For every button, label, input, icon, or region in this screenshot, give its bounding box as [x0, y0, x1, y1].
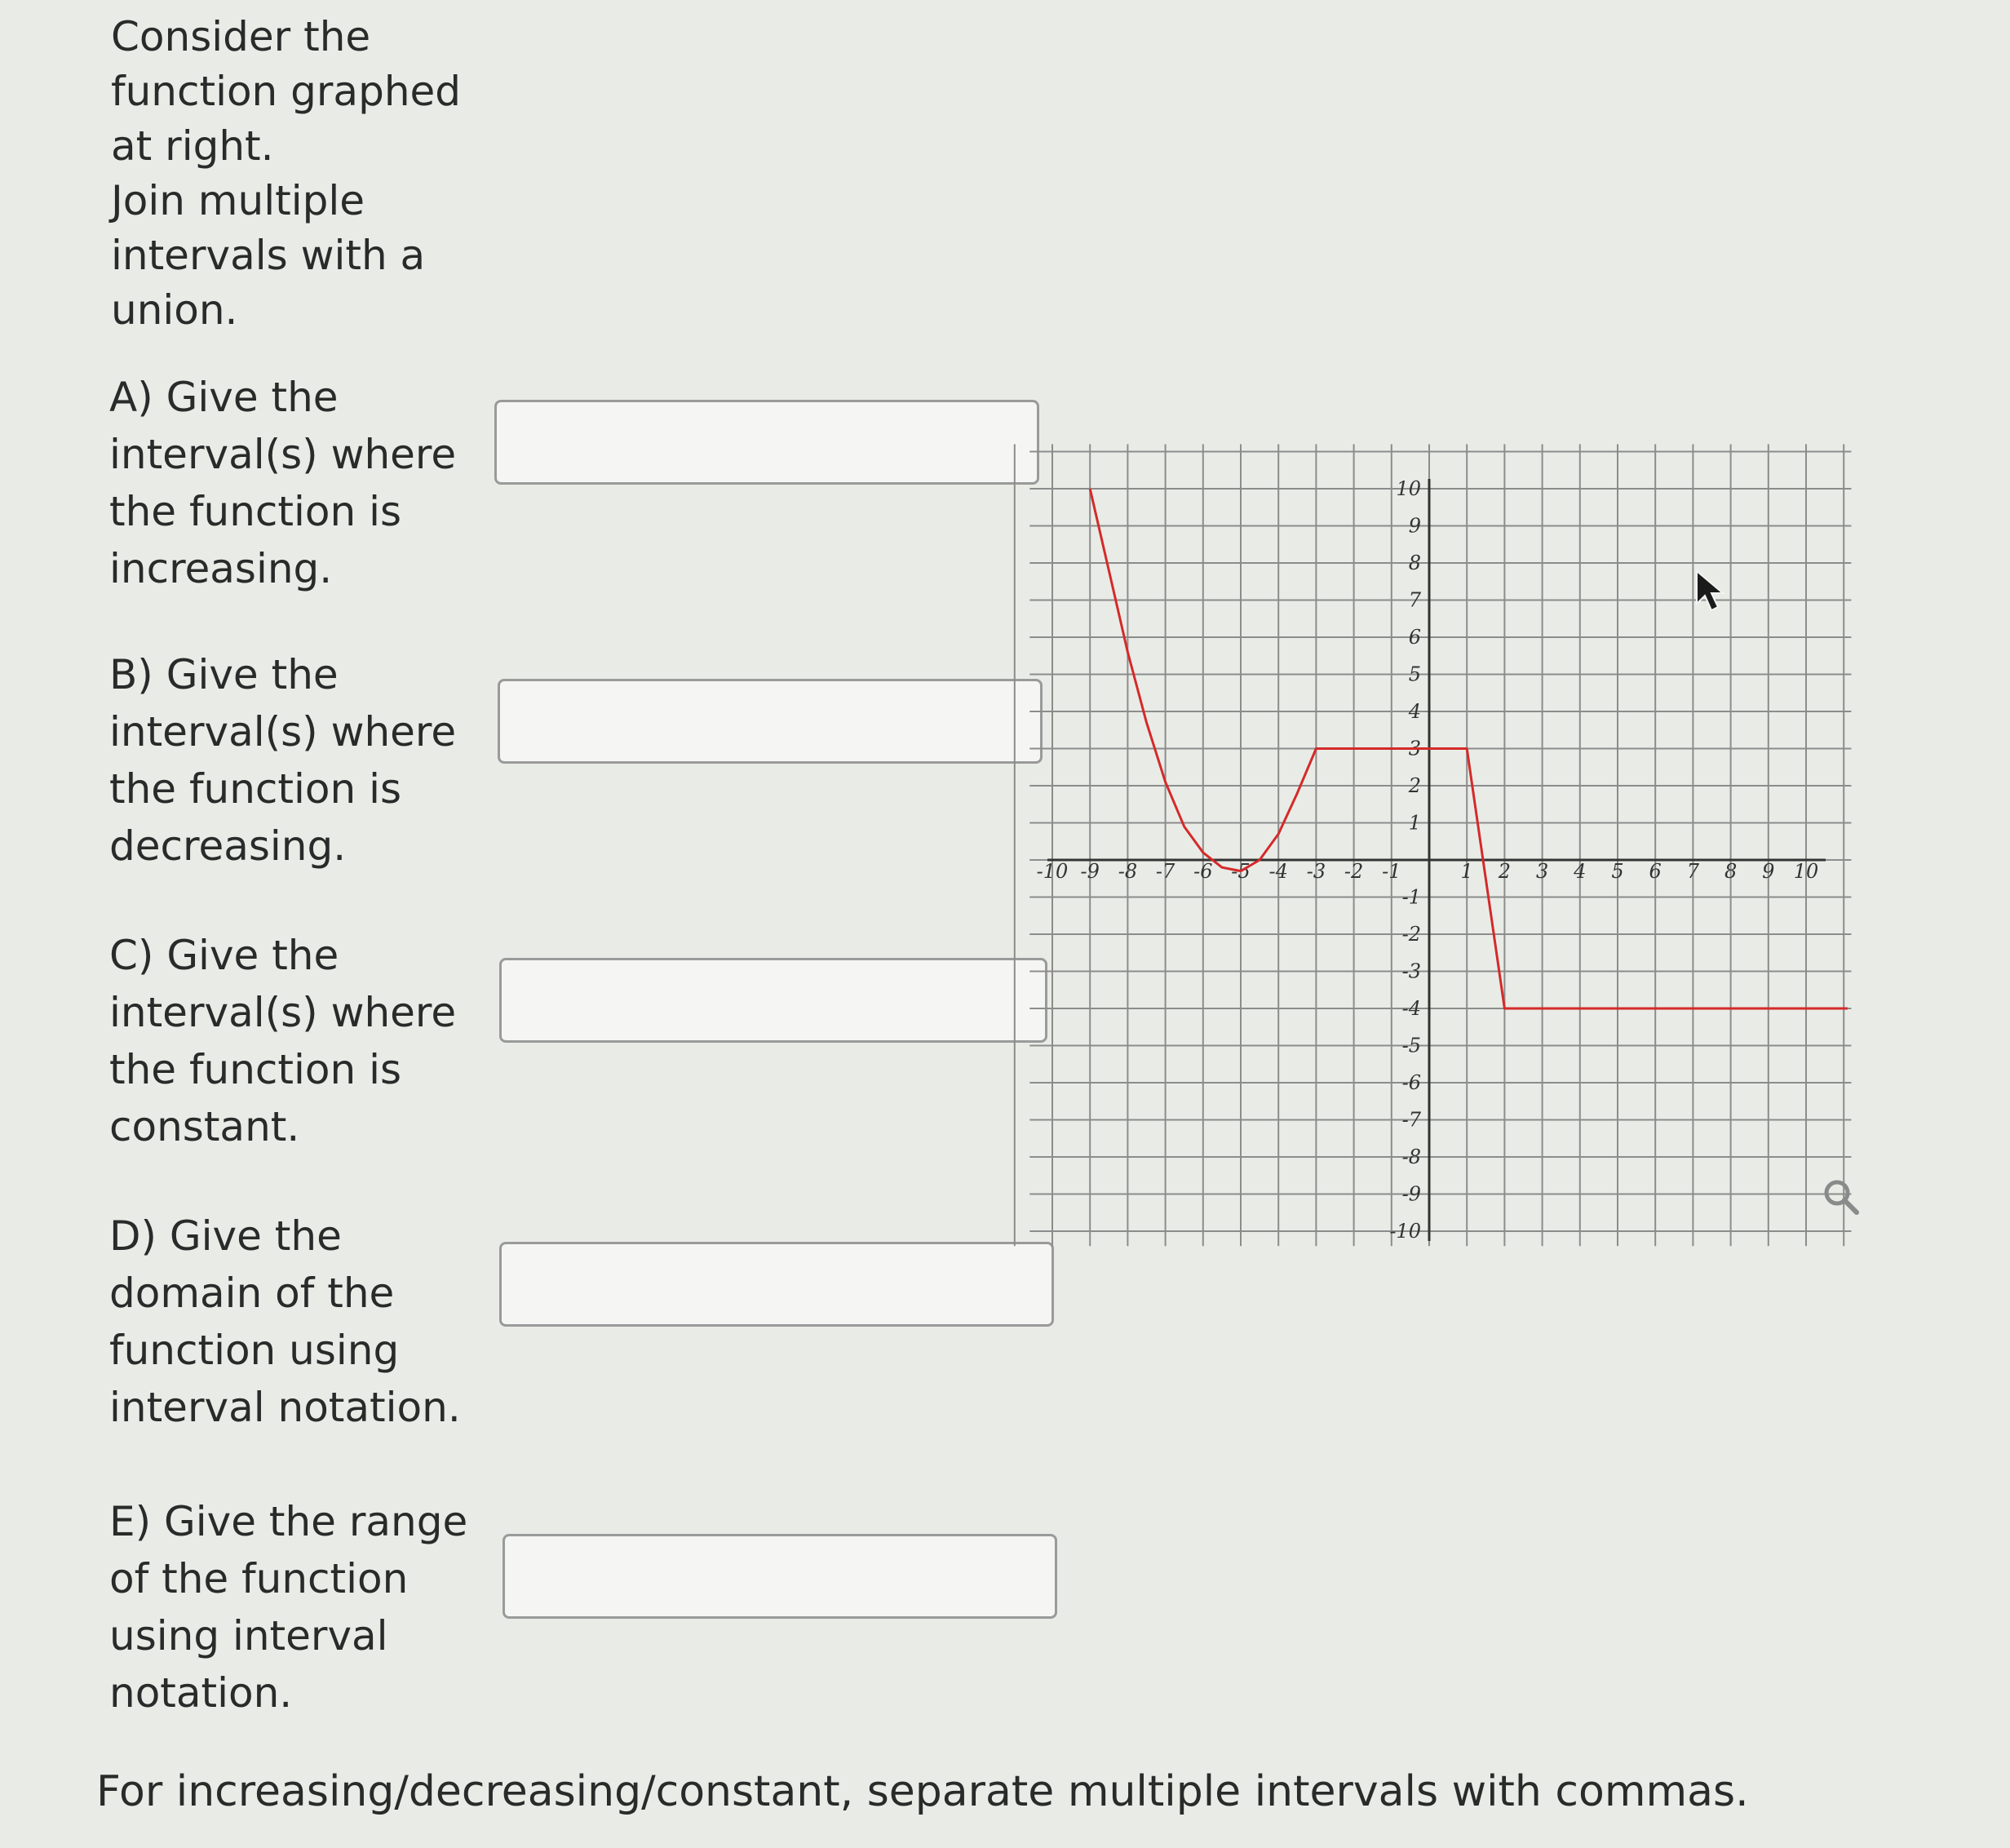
y-tick-label: 1 [1408, 811, 1421, 835]
x-tick-label: 7 [1686, 860, 1700, 883]
footer-instructions: For increasing/decreasing/constant, separate multiple intervals with commas. [96, 1767, 1749, 1816]
x-tick-label: 8 [1724, 860, 1738, 883]
answer-e-input[interactable] [502, 1534, 1057, 1619]
x-tick-label: -3 [1306, 860, 1326, 883]
y-tick-label: 7 [1408, 588, 1421, 612]
intro-line: at right. [111, 122, 274, 170]
question-line: domain of the [109, 1270, 395, 1317]
y-tick-label: 9 [1408, 514, 1421, 538]
graph-svg [1036, 457, 1860, 1243]
question-c-prompt [109, 927, 468, 1155]
x-tick-label: -1 [1382, 860, 1401, 883]
x-tick-label: 5 [1611, 860, 1624, 883]
x-tick-label: 6 [1649, 860, 1662, 883]
question-line: interval(s) where [109, 708, 457, 756]
x-tick-label: -10 [1036, 860, 1069, 883]
y-tick-label: -5 [1401, 1034, 1421, 1057]
x-tick-label: -6 [1193, 860, 1213, 883]
y-tick-label: 5 [1408, 663, 1421, 686]
function-graph [1036, 457, 1860, 1243]
question-d-prompt [109, 1208, 468, 1436]
y-tick-label: -10 [1389, 1220, 1421, 1243]
x-tick-label: 4 [1574, 860, 1587, 883]
question-line: C) Give the [109, 932, 339, 979]
mouse-pointer-icon [1693, 568, 1729, 617]
pointer-glyph [1693, 568, 1729, 614]
y-tick-label: -2 [1401, 923, 1421, 946]
y-tick-label: -4 [1401, 997, 1421, 1020]
y-tick-label: 10 [1396, 477, 1421, 500]
answer-b-input[interactable] [498, 679, 1043, 764]
answer-d-input[interactable] [499, 1242, 1054, 1327]
x-tick-label: -2 [1344, 860, 1364, 883]
question-line: B) Give the [109, 651, 339, 698]
y-tick-label: -8 [1401, 1146, 1421, 1168]
answer-a-input[interactable] [494, 400, 1039, 485]
x-tick-label: 1 [1460, 860, 1473, 883]
y-tick-label: 2 [1408, 774, 1421, 797]
x-tick-label: -5 [1231, 860, 1251, 883]
intro-line: intervals with a [111, 232, 426, 279]
x-tick-label: -4 [1268, 860, 1288, 883]
question-line: using interval [109, 1612, 388, 1660]
y-tick-label: 3 [1408, 737, 1421, 760]
intro-line: Join multiple [111, 177, 365, 224]
question-line: the function is [109, 765, 402, 813]
y-tick-label: 8 [1408, 552, 1421, 574]
x-tick-label: 10 [1793, 860, 1819, 883]
intro-line: Consider the [111, 13, 371, 60]
question-line: interval(s) where [109, 989, 457, 1036]
x-tick-label: 3 [1535, 860, 1549, 883]
intro-line: function graphed [111, 68, 462, 115]
question-line: of the function [109, 1555, 409, 1602]
y-tick-label: -7 [1401, 1108, 1421, 1132]
answer-c-input[interactable] [499, 958, 1047, 1043]
x-tick-label: -8 [1118, 860, 1138, 883]
question-line: E) Give the range [109, 1498, 468, 1545]
y-tick-label: -3 [1401, 959, 1421, 983]
question-line: the function is [109, 488, 402, 535]
y-tick-label: -9 [1401, 1182, 1421, 1206]
intro-text [111, 10, 486, 338]
question-line: D) Give the [109, 1212, 342, 1260]
y-tick-label: -1 [1401, 885, 1421, 909]
question-e-prompt [109, 1493, 468, 1722]
y-tick-label: 4 [1408, 700, 1421, 723]
question-line: interval notation. [109, 1384, 461, 1431]
question-b-prompt [109, 646, 468, 875]
y-tick-label: 6 [1408, 626, 1421, 649]
question-line: decreasing. [109, 822, 347, 870]
question-line: function using [109, 1327, 400, 1374]
question-line: constant. [109, 1103, 300, 1150]
magnifier-glyph [1821, 1177, 1862, 1217]
question-line: interval(s) where [109, 431, 457, 478]
question-line: notation. [109, 1669, 293, 1717]
intro-line: union. [111, 286, 238, 334]
x-tick-label: 2 [1498, 860, 1512, 883]
question-line: increasing. [109, 545, 333, 592]
y-tick-label: -6 [1401, 1071, 1421, 1094]
question-a-prompt [109, 369, 468, 597]
magnifier-icon[interactable] [1821, 1177, 1862, 1221]
x-tick-label: 9 [1762, 860, 1775, 883]
x-tick-label: -9 [1080, 860, 1100, 883]
x-tick-label: -7 [1155, 860, 1175, 883]
question-line: the function is [109, 1046, 402, 1093]
question-line: A) Give the [109, 374, 339, 421]
